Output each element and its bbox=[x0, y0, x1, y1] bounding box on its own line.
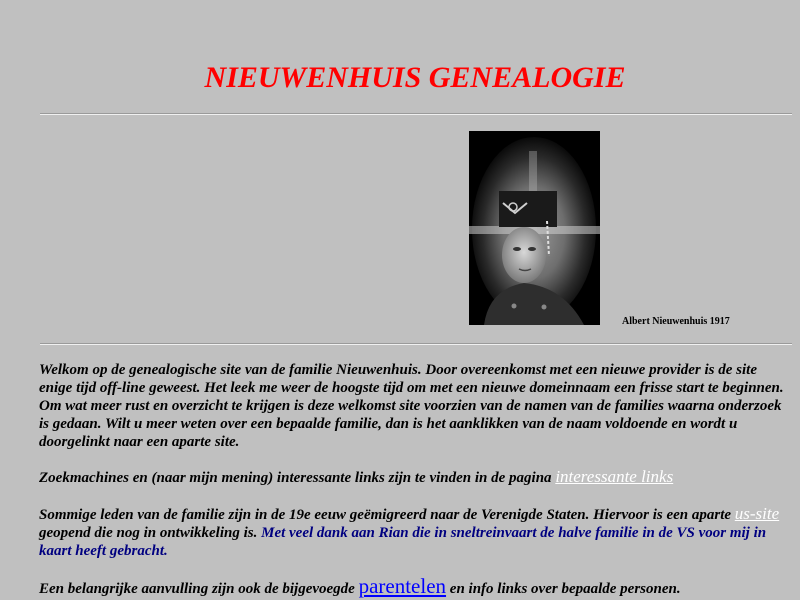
parentelen-link[interactable]: parentelen bbox=[358, 574, 447, 598]
intro-paragraph: Welkom op de genealogische site van de familie Nieuwenhuis. Door overeenkomst met een nieuwe provider is de site enige tijd off-line geweest. Het leek me weer de hoogste tijd om met een nieuwe domeinnaam een frisse start te beginnen. Om wat meer rust en overzicht te krijgen is deze welkomst site voorzien van de namen van de families waarna onderzoek is gedaan. Wilt u meer weten over een bepaalde familie, dan is het aanklikken van de naam voldoende en wordt u doorgelinkt naar een aparte site. bbox=[39, 362, 784, 450]
portrait-image bbox=[469, 131, 600, 325]
us-paragraph-text-before: Sommige leden van de familie zijn in de 19e eeuw geëmigreerd naar de Verenigde Staten. Hiervoor is een aparte bbox=[39, 507, 735, 523]
interesting-links-link[interactable]: interessante links bbox=[555, 467, 674, 486]
us-site-link[interactable]: us-site bbox=[734, 504, 780, 523]
portrait-photo bbox=[469, 131, 600, 325]
us-paragraph-text-after: geopend die nog in ontwikkeling is. bbox=[39, 525, 262, 541]
us-thanks-text: Met veel dank aan Rian die in sneltreinvaart de halve familie in de VS voor mij in kaart heeft gebracht. bbox=[39, 525, 767, 559]
us-paragraph bbox=[39, 505, 794, 560]
photo-caption: Albert Nieuwenhuis 1917 bbox=[622, 316, 730, 327]
page-title: NIEUWENHUIS GENEALOGIE bbox=[204, 61, 626, 94]
divider-middle bbox=[40, 343, 792, 345]
divider-top bbox=[40, 113, 792, 115]
parentelen-text-after: en info links over bepaalde personen. bbox=[446, 581, 681, 597]
parentelen-text-before: Een belangrijke aanvulling zijn ook de bijgevoegde bbox=[39, 581, 359, 597]
parentelen-paragraph bbox=[39, 574, 794, 598]
links-paragraph-text: Zoekmachines en (naar mijn mening) interessante links zijn te vinden in de pagina bbox=[39, 470, 556, 486]
links-paragraph bbox=[39, 468, 794, 487]
